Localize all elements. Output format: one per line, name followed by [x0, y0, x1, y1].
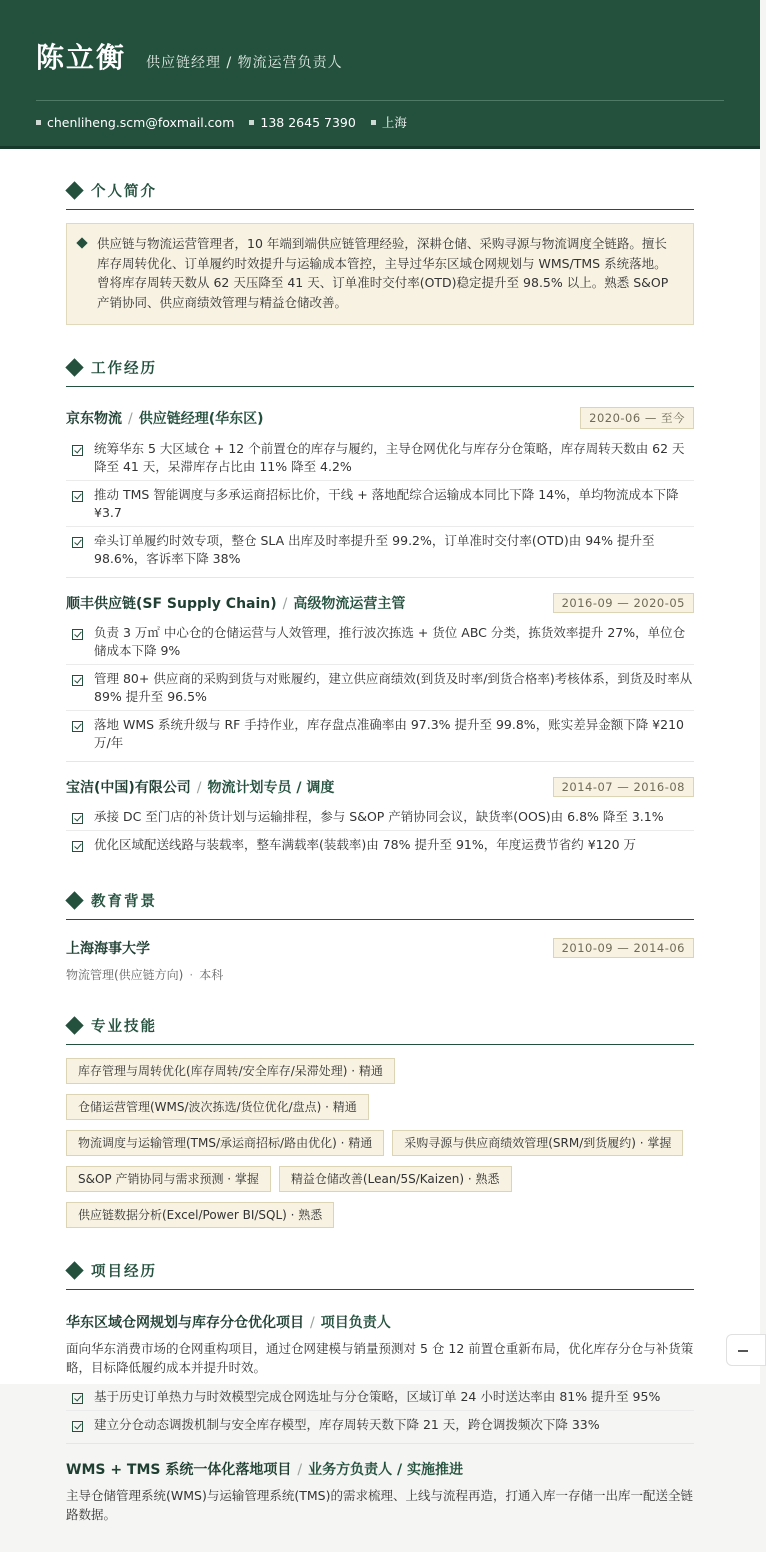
- education-detail: [66, 966, 694, 983]
- title-separator: /: [310, 1315, 315, 1331]
- education-major: 物流管理(供应链方向): [66, 968, 184, 982]
- list-item: [66, 481, 694, 527]
- title-separator: /: [282, 596, 288, 612]
- checkbox-icon: [72, 445, 83, 456]
- diamond-bullet-icon: [76, 237, 87, 248]
- bullet-text: 基于历史订单热力与时效模型完成仓网选址与分仓策略，区域订单 24 小时送达率由 81% 提升至 95%: [94, 1389, 661, 1404]
- skill-tags: [66, 1058, 694, 1238]
- title-separator: /: [297, 1462, 303, 1478]
- job-company: 顺丰供应链(SF Supply Chain): [66, 596, 277, 612]
- project-description: 面向华东消费市场的仓网重构项目，通过仓网建模与销量预测对 5 仓 12 前置仓重新布局，优化库存分仓与补货策略，目标降低履约成本并提升时效。: [66, 1341, 694, 1375]
- section-label: 个人简介: [91, 184, 157, 200]
- diamond-icon: [65, 1261, 83, 1279]
- list-item: [66, 619, 694, 665]
- job-header: [66, 777, 694, 797]
- job-company: 宝洁(中国)有限公司: [66, 780, 191, 796]
- skill-tag: S&OP 产销协同与需求预测 · 掌握: [66, 1166, 271, 1192]
- school-name: 上海海事大学: [66, 941, 150, 957]
- section-title-projects: [66, 1260, 694, 1290]
- list-item: [66, 435, 694, 481]
- contact-list: [36, 113, 724, 131]
- list-item: [66, 527, 694, 572]
- resume-header: [0, 0, 760, 148]
- contact-email-text: chenliheng.scm@foxmail.com: [47, 114, 235, 130]
- header-bottom-edge: [0, 146, 760, 149]
- bullet-text: 牵头订单履约时效专项，整仓 SLA 出库及时率提升至 99.2%，订单准时交付率(OTD)由 94% 提升至 98.6%，客诉率下降 38%: [94, 533, 655, 566]
- checkbox-icon: [72, 1421, 83, 1432]
- list-item: [66, 803, 694, 831]
- list-item: [66, 1383, 694, 1411]
- bullet-text: 负责 3 万㎡ 中心仓的仓储运营与人效管理，推行波次拣选 + 货位 ABC 分类，拣货效率提升 27%，单位仓储成本下降 9%: [94, 625, 686, 658]
- skill-tag: 库存管理与周转优化(库存周转/安全库存/呆滞处理) · 精通: [66, 1058, 395, 1084]
- project-role: 业务方负责人 / 实施推进: [308, 1462, 463, 1478]
- diamond-icon: [65, 1016, 83, 1034]
- job-header: [66, 407, 694, 429]
- section-title-summary: [66, 180, 694, 210]
- project-divider: [66, 1443, 694, 1444]
- checkbox-icon: [72, 675, 83, 686]
- job-entry: [66, 593, 694, 762]
- skill-tag: 仓储运营管理(WMS/波次拣选/货位优化/盘点) · 精通: [66, 1094, 369, 1120]
- job-role: 高级物流运营主管: [293, 596, 406, 612]
- project-name: 华东区域仓网规划与库存分仓优化项目: [66, 1315, 304, 1331]
- resume-content: [0, 180, 760, 1524]
- job-bullets: [66, 435, 694, 572]
- job-company: 京东物流: [66, 411, 122, 427]
- bullet-text: 优化区域配送线路与装载率，整车满载率(装载率)由 78% 提升至 91%，年度运费节省约 ¥120 万: [94, 837, 636, 852]
- project-title: [66, 1312, 694, 1332]
- skill-tag: 物流调度与运输管理(TMS/承运商招标/路由优化) · 精通: [66, 1130, 384, 1156]
- job-entry: [66, 777, 694, 858]
- minus-icon: [738, 1350, 748, 1352]
- job-header: [66, 593, 694, 613]
- contact-location: [371, 113, 407, 131]
- diamond-icon: [65, 181, 83, 199]
- section-title-work: [66, 357, 694, 387]
- summary-box: [66, 223, 694, 325]
- job-role: 供应链经理(华东区): [138, 411, 264, 427]
- job-role: 物流计划专员 / 调度: [207, 780, 335, 796]
- square-dot-icon: [36, 120, 41, 125]
- job-entry: [66, 407, 694, 578]
- date-badge: 2016-09 — 2020-05: [553, 593, 694, 613]
- list-item: [66, 1411, 694, 1438]
- bullet-text: 推动 TMS 智能调度与多承运商招标比价，干线 + 落地配综合运输成本同比下降 14%，单均物流成本下降 ¥3.7: [94, 487, 679, 520]
- project-name: WMS + TMS 系统一体化落地项目: [66, 1462, 292, 1478]
- job-bullets: [66, 619, 694, 756]
- project-role: 项目负责人: [320, 1315, 391, 1331]
- skill-tag: 供应链数据分析(Excel/Power BI/SQL) · 熟悉: [66, 1202, 334, 1228]
- section-label: 专业技能: [91, 1019, 157, 1035]
- square-dot-icon: [371, 120, 376, 125]
- date-badge: 2020-06 — 至今: [580, 407, 694, 429]
- checkbox-icon: [72, 1393, 83, 1404]
- project-title: [66, 1459, 694, 1479]
- list-item: [66, 665, 694, 711]
- date-badge: 2014-07 — 2016-08: [553, 777, 694, 797]
- checkbox-icon: [72, 491, 83, 502]
- square-dot-icon: [249, 120, 254, 125]
- dot-separator: ·: [189, 968, 194, 982]
- education-header: [66, 938, 694, 958]
- job-title: [66, 593, 405, 613]
- bullet-text: 落地 WMS 系统升级与 RF 手持作业，库存盘点准确率由 97.3% 提升至 99.8%，账实差异金额下降 ¥210 万/年: [94, 717, 684, 750]
- skill-tag: 采购寻源与供应商绩效管理(SRM/到货履约) · 掌握: [392, 1130, 683, 1156]
- project-entry: [66, 1459, 694, 1524]
- candidate-name: 陈立衡: [36, 41, 127, 74]
- title-separator: /: [196, 780, 202, 796]
- contact-phone[interactable]: [249, 113, 355, 131]
- bullet-text: 管理 80+ 供应商的采购到货与对账履约，建立供应商绩效(到货及时率/到货合格率)考核体系，到货及时率从 89% 提升至 96.5%: [94, 671, 693, 704]
- date-badge: 2010-09 — 2014-06: [553, 938, 694, 958]
- education-degree: 本科: [199, 968, 224, 982]
- project-bullets: [66, 1383, 694, 1438]
- section-label: 项目经历: [91, 1264, 157, 1280]
- contact-phone-text: 138 2645 7390: [260, 114, 356, 130]
- diamond-icon: [65, 358, 83, 376]
- name-row: [36, 36, 724, 76]
- checkbox-icon: [72, 537, 83, 548]
- list-item: [66, 831, 694, 858]
- bullet-text: 建立分仓动态调拨机制与安全库存模型，库存周转天数下降 21 天，跨仓调拨频次下降 33%: [94, 1417, 600, 1432]
- job-divider: [66, 577, 694, 578]
- skill-tag: 精益仓储改善(Lean/5S/Kaizen) · 熟悉: [279, 1166, 512, 1192]
- list-item: [66, 711, 694, 756]
- diamond-icon: [65, 891, 83, 909]
- section-title-skills: [66, 1015, 694, 1045]
- checkbox-icon: [72, 721, 83, 732]
- checkbox-icon: [72, 813, 83, 824]
- checkbox-icon: [72, 629, 83, 640]
- summary-text: 供应链与物流运营管理者，10 年端到端供应链管理经验，深耕仓储、采购寻源与物流调度全链路。擅长库存周转优化、订单履约时效提升与运输成本管控，主导过华东区域仓网规划与 WMS/TMS 系统落地。曾将库存周转天数从 62 天压降至 41 天、订单准时交付率(OTD)稳定提升至 98.5% 以上。熟悉 S&OP 产销协同、供应商绩效管理与精益仓储改善。: [97, 236, 669, 310]
- candidate-role: 供应链经理 / 物流运营负责人: [146, 55, 343, 71]
- project-description: 主导仓储管理系统(WMS)与运输管理系统(TMS)的需求梳理、上线与流程再造，打通入库一存储一出库一配送全链路数据。: [66, 1488, 693, 1522]
- checkbox-icon: [72, 841, 83, 852]
- section-label: 教育背景: [91, 894, 157, 910]
- bullet-text: 承接 DC 至门店的补货计划与运输排程，参与 S&OP 产销协同会议，缺货率(OOS)由 6.8% 降至 3.1%: [94, 809, 664, 824]
- title-separator: /: [128, 411, 133, 427]
- contact-email[interactable]: [36, 113, 234, 131]
- header-divider: [36, 100, 724, 101]
- section-label: 工作经历: [91, 361, 157, 377]
- collapse-side-button[interactable]: [726, 1334, 766, 1366]
- job-bullets: [66, 803, 694, 858]
- bullet-text: 统筹华东 5 大区域仓 + 12 个前置仓的库存与履约，主导仓网优化与库存分仓策略，库存周转天数由 62 天降至 41 天，呆滞库存占比由 11% 降至 4.2%: [94, 441, 685, 474]
- job-divider: [66, 761, 694, 762]
- job-title: [66, 777, 334, 797]
- job-title: [66, 408, 264, 428]
- project-entry: [66, 1312, 694, 1444]
- section-title-education: [66, 890, 694, 920]
- contact-location-text: 上海: [381, 115, 407, 130]
